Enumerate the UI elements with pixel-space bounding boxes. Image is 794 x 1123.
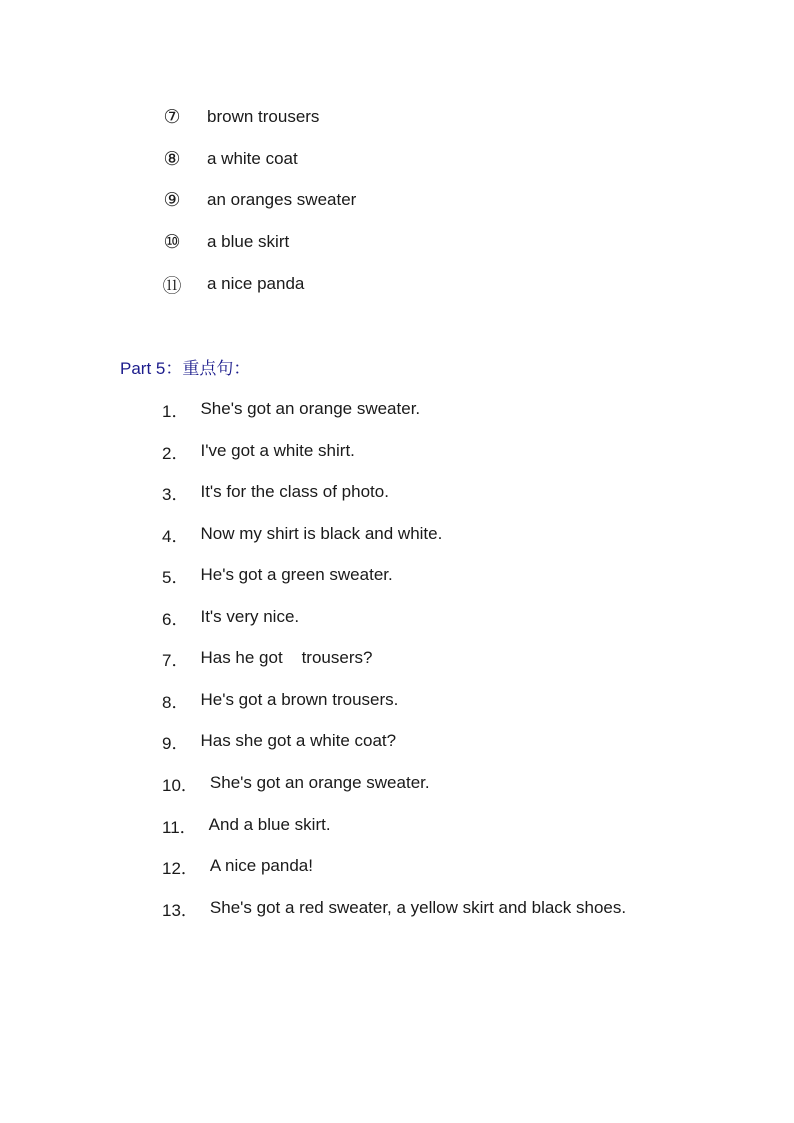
sentence-number: 7．: [162, 650, 189, 670]
sentence-text: Now my shirt is black and white.: [200, 524, 443, 543]
sentence-number: 13．: [162, 900, 198, 920]
sentence-item: [162, 521, 442, 547]
vocab-item: [160, 145, 298, 173]
sentence-item: [162, 604, 299, 630]
sentence-text: She's got a red sweater, a yellow skirt and black shoes.: [209, 898, 627, 917]
sentence-number: 2．: [162, 443, 189, 463]
sentence-item: [162, 645, 372, 671]
sentence-text: And a blue skirt.: [208, 815, 331, 834]
vocab-number: ⑨: [163, 189, 181, 211]
sentence-text: It's for the class of photo.: [200, 482, 389, 501]
vocab-text: a white coat: [207, 149, 298, 168]
sentence-text: He's got a brown trousers.: [200, 690, 399, 709]
sentence-number: 3．: [162, 484, 189, 504]
sentence-number: 11．: [162, 817, 197, 837]
vocab-item: [160, 270, 304, 298]
sentence-text: She's got an orange sweater.: [209, 773, 430, 792]
sentence-number: 8．: [162, 692, 189, 712]
vocab-number: ⑪: [162, 274, 182, 297]
vocab-item: [160, 228, 289, 256]
sentence-number: 5．: [162, 567, 189, 587]
sentence-item: [162, 396, 420, 422]
vocab-number: ⑦: [163, 106, 181, 128]
sentence-number: 9．: [162, 733, 189, 753]
sentence-item: [162, 895, 626, 921]
vocab-text: a blue skirt: [207, 232, 290, 251]
sentence-item: [162, 770, 430, 796]
sentence-item: [162, 687, 398, 713]
sentence-text: Has he got trousers?: [200, 648, 373, 667]
sentence-number: 12．: [162, 858, 198, 878]
sentence-item: [162, 562, 393, 588]
sentence-number: 1．: [162, 401, 189, 421]
sentence-item: [162, 438, 355, 464]
sentence-text: Has she got a white coat?: [200, 731, 397, 750]
sentence-number: 4．: [162, 526, 189, 546]
vocab-number: ⑧: [163, 148, 181, 170]
vocab-item: [160, 103, 319, 131]
vocab-text: an oranges sweater: [207, 190, 357, 209]
sentence-text: It's very nice.: [200, 607, 300, 626]
vocab-number: ⑩: [163, 231, 181, 253]
sentence-text: She's got an orange sweater.: [200, 399, 421, 418]
sentence-number: 10．: [162, 775, 198, 795]
sentence-item: [162, 812, 331, 838]
sentence-text: He's got a green sweater.: [200, 565, 393, 584]
sentence-item: [162, 479, 389, 505]
vocab-text: a nice panda: [207, 274, 305, 293]
sentence-text: I've got a white shirt.: [200, 441, 355, 460]
sentence-item: [162, 728, 396, 754]
vocab-item: [160, 186, 356, 214]
sentence-text: A nice panda!: [209, 856, 313, 875]
sentence-number: 6．: [162, 609, 189, 629]
section-title: Part 5：重点句：: [120, 359, 251, 378]
vocab-text: brown trousers: [207, 107, 320, 126]
sentence-item: [162, 853, 313, 879]
